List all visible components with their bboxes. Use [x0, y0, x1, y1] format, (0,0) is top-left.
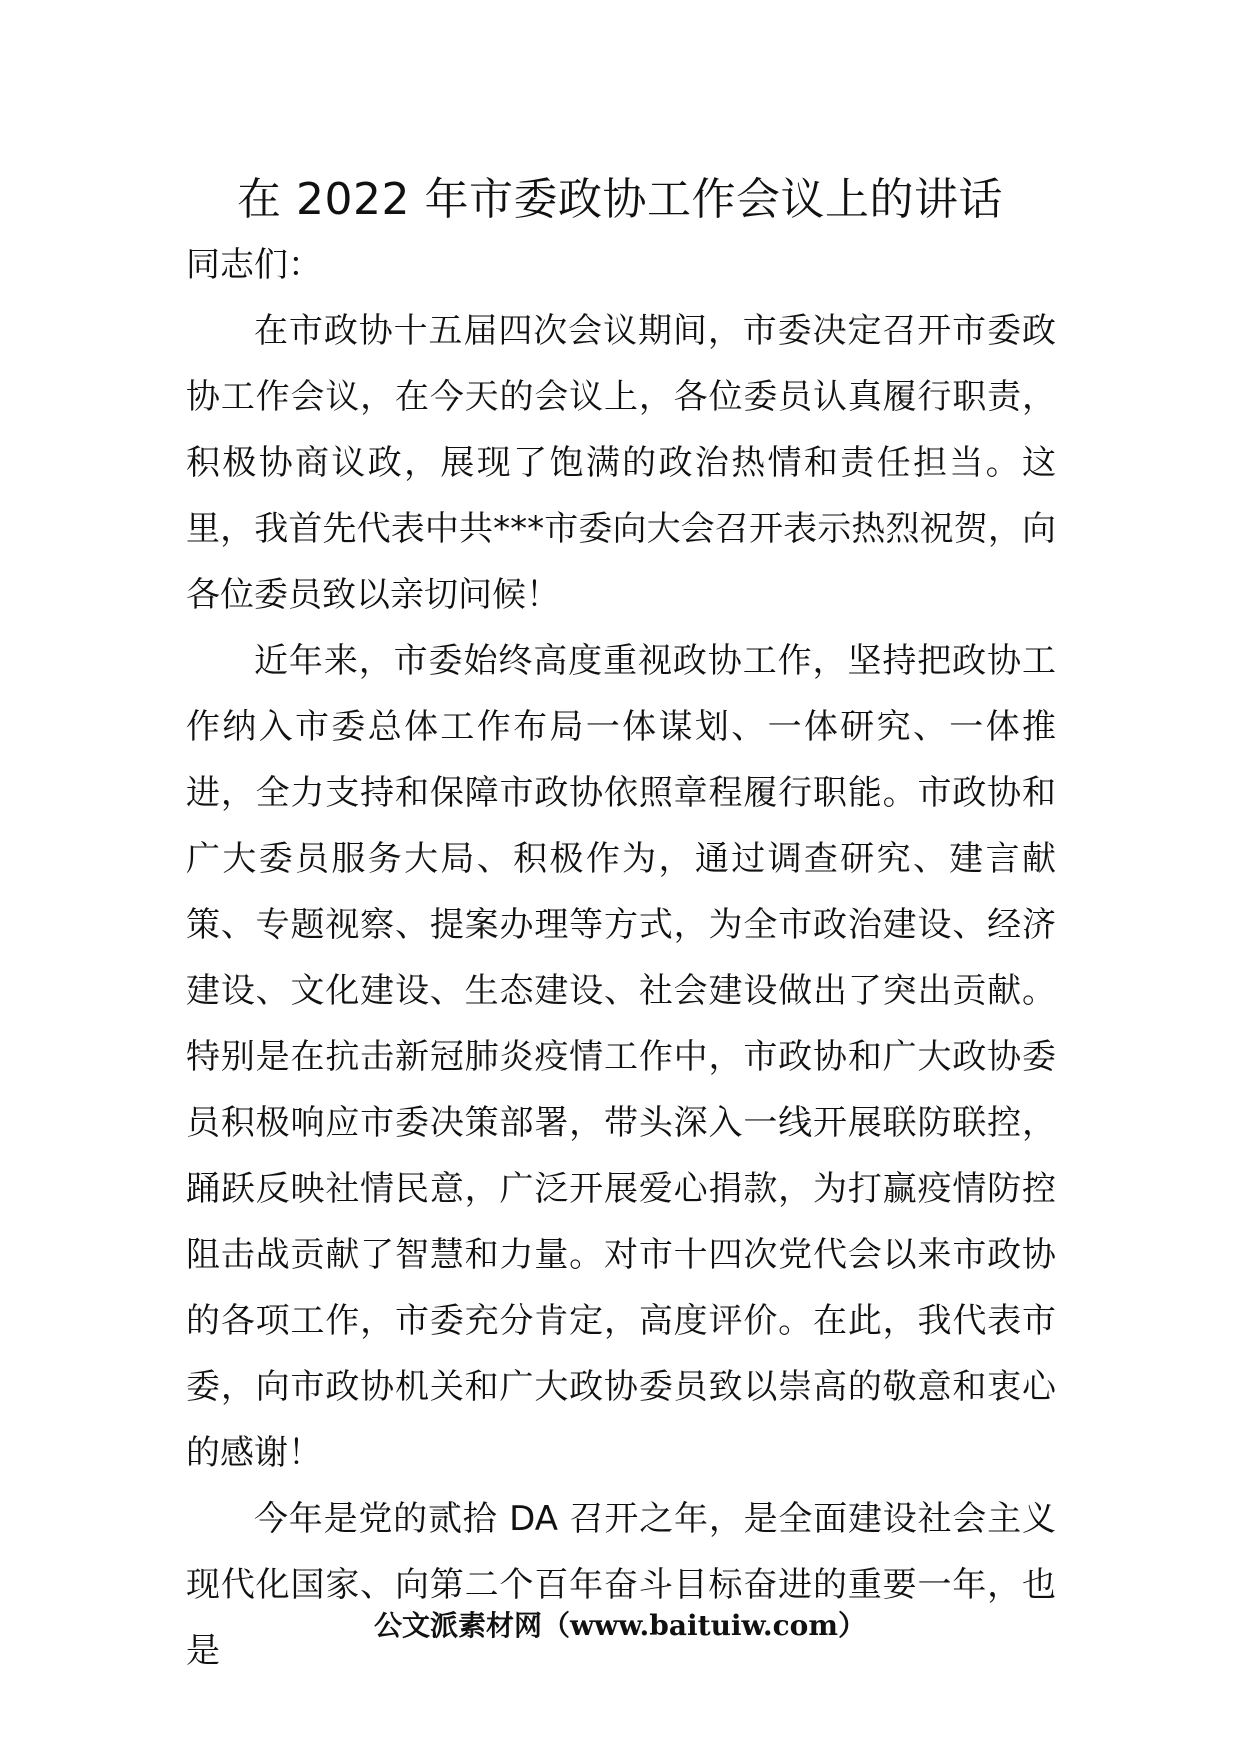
- paragraph-2: 近年来，市委始终高度重视政协工作，坚持把政协工作纳入市委总体工作布局一体谋划、一体研究、一体推进，全力支持和保障市政协依照章程履行职能。市政协和广大委员服务大局、积极作为，通过调查研究、建言献策、专题视察、提案办理等方式，为全市政治建设、经济建设、文化建设、生态建设、社会建设做出了突出贡献。特别是在抗击新冠肺炎疫情工作中，市政协和广大政协委员积极响应市委决策部署，带头深入一线开展联防联控，踊跃反映社情民意，广泛开展爱心捐款，为打赢疫情防控阻击战贡献了智慧和力量。对市十四次党代会以来市政协的各项工作，市委充分肯定，高度评价。在此，我代表市委，向市政协机关和广大政协委员致以崇高的敬意和衷心的感谢！: [186, 641, 1056, 1473]
- paragraph-1: 在市政协十五届四次会议期间，市委决定召开市委政协工作会议，在今天的会议上，各位委员认真履行职责，积极协商议政，展现了饱满的政治热情和责任担当。这里，我首先代表中共***市委向大会召开表示热烈祝贺，向各位委员致以亲切问候！: [186, 311, 1056, 615]
- document-title: 在 2022 年市委政协工作会议上的讲话: [237, 174, 1003, 225]
- footer-watermark: 公文派素材网（www.baituiw.com）: [374, 1609, 866, 1642]
- salutation: 同志们：: [186, 245, 322, 285]
- document-body: [186, 232, 1056, 1684]
- paragraph-3: 今年是党的贰拾 DA 召开之年，是全面建设社会主义现代化国家、向第二个百年奋斗目标奋进的重要一年，也是: [186, 1499, 1056, 1671]
